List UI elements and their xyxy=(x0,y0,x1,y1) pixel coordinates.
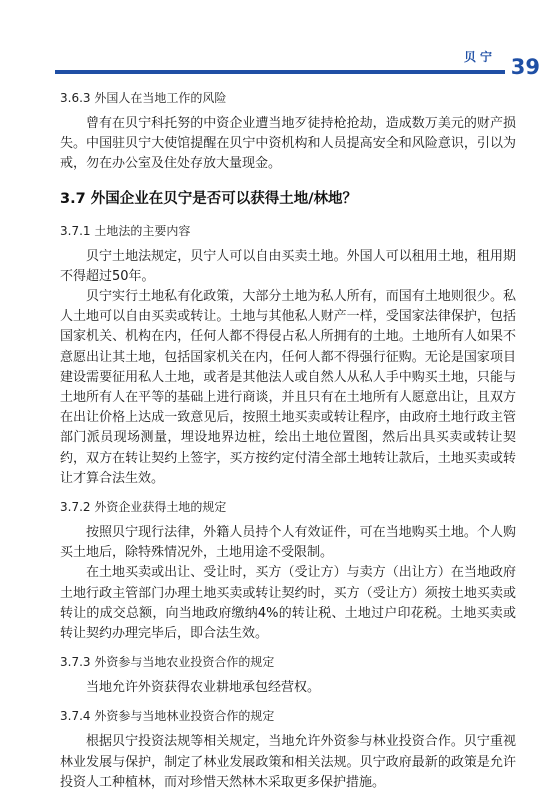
section-3-7 xyxy=(60,185,516,213)
subsection-heading: 3.7.4 外资参与当地林业投资合作的规定 xyxy=(60,709,275,724)
subsection-heading: 3.7.1 土地法的主要内容 xyxy=(60,223,191,238)
body-paragraph: 曾有在贝宁科托努的中资企业遭当地歹徒持枪抢劫，造成数万美元的财产损失。中国驻贝宁大使馆提醒在贝宁中资机构和人员提高安全和风险意识，引以为戒，勿在办公室及住处存放大量现金。 xyxy=(60,116,516,172)
subsection-heading: 3.7.2 外资企业获得土地的规定 xyxy=(60,500,227,515)
body-paragraph: 贝宁土地法规定，贝宁人可以自由买卖土地。外国人可以租用土地，租用期不得超过50年。 xyxy=(60,248,516,284)
body-paragraph: 按照贝宁现行法律，外籍人员持个人有效证件，可在当地购买土地。个人购买土地后，除特殊情况外，土地用途不受限制。 xyxy=(60,525,516,561)
page-header xyxy=(0,0,559,78)
body-paragraph: 贝宁实行土地私有化政策，大部分土地为私人所有，而国有土地则很少。私人土地可以自由买卖或转让。土地与其他私人财产一样，受国家法律保护，包括国家机关、机构在内，任何人都不得侵占私人所拥有的土地。土地所有人如果不意愿出让其土地，包括国家机关在内，任何人都不得强行征购。无论是国家项目建设需要征用私人土地，或者是其他法人或自然人从私人手中购买土地，只能与土地所有人在平等的基础上进行商谈，并且只有在土地所有人愿意出让，且双方在出让价格上达成一致意见后，按照土地买卖或转让程序，由政府土地行政主管部门派员现场测量，埋设地界边桩，绘出土地位置图，然后出具买卖或转让契约，双方在转让契约上签字，买方按约定付清全部土地转让款后，土地买卖或转让才算合法生效。 xyxy=(60,289,516,486)
subsection-heading: 3.7.3 外资参与当地农业投资合作的规定 xyxy=(60,655,275,670)
running-header-title: 贝宁 xyxy=(463,50,496,64)
body-paragraph: 根据贝宁投资法规等相关规定，当地允许外资参与林业投资合作。贝宁重视林业发展与保护，制定了林业发展政策和相关法规。贝宁政府最新的政策是允许投资人工种植林，而对珍惜天然林木采取更多保护措施。 xyxy=(60,734,516,790)
section-3-7-4 xyxy=(60,704,516,793)
header-rule xyxy=(55,70,505,74)
section-3-7-3 xyxy=(60,650,516,698)
subsection-heading: 3.6.3 外国人在当地工作的风险 xyxy=(60,91,227,105)
section-heading: 3.7 外国企业在贝宁是否可以获得土地/林地？ xyxy=(60,190,358,207)
page-body xyxy=(60,86,516,793)
section-3-7-1 xyxy=(60,219,516,489)
section-3-7-2 xyxy=(60,495,516,644)
body-paragraph: 当地允许外资获得农业耕地承包经营权。 xyxy=(86,680,321,696)
page-number: 39 xyxy=(510,55,540,79)
body-paragraph: 在土地买卖或出让、受让时，买方（受让方）与卖方（出让方）在当地政府土地行政主管部门办理土地买卖或转让契约时，买方（受让方）须按土地买卖或转让的成交总额，向当地政府缴纳4%的转让税、土地过户印花税。土地买卖或转让契约办理完毕后，即合法生效。 xyxy=(60,565,516,642)
section-3-6-3 xyxy=(60,86,516,175)
